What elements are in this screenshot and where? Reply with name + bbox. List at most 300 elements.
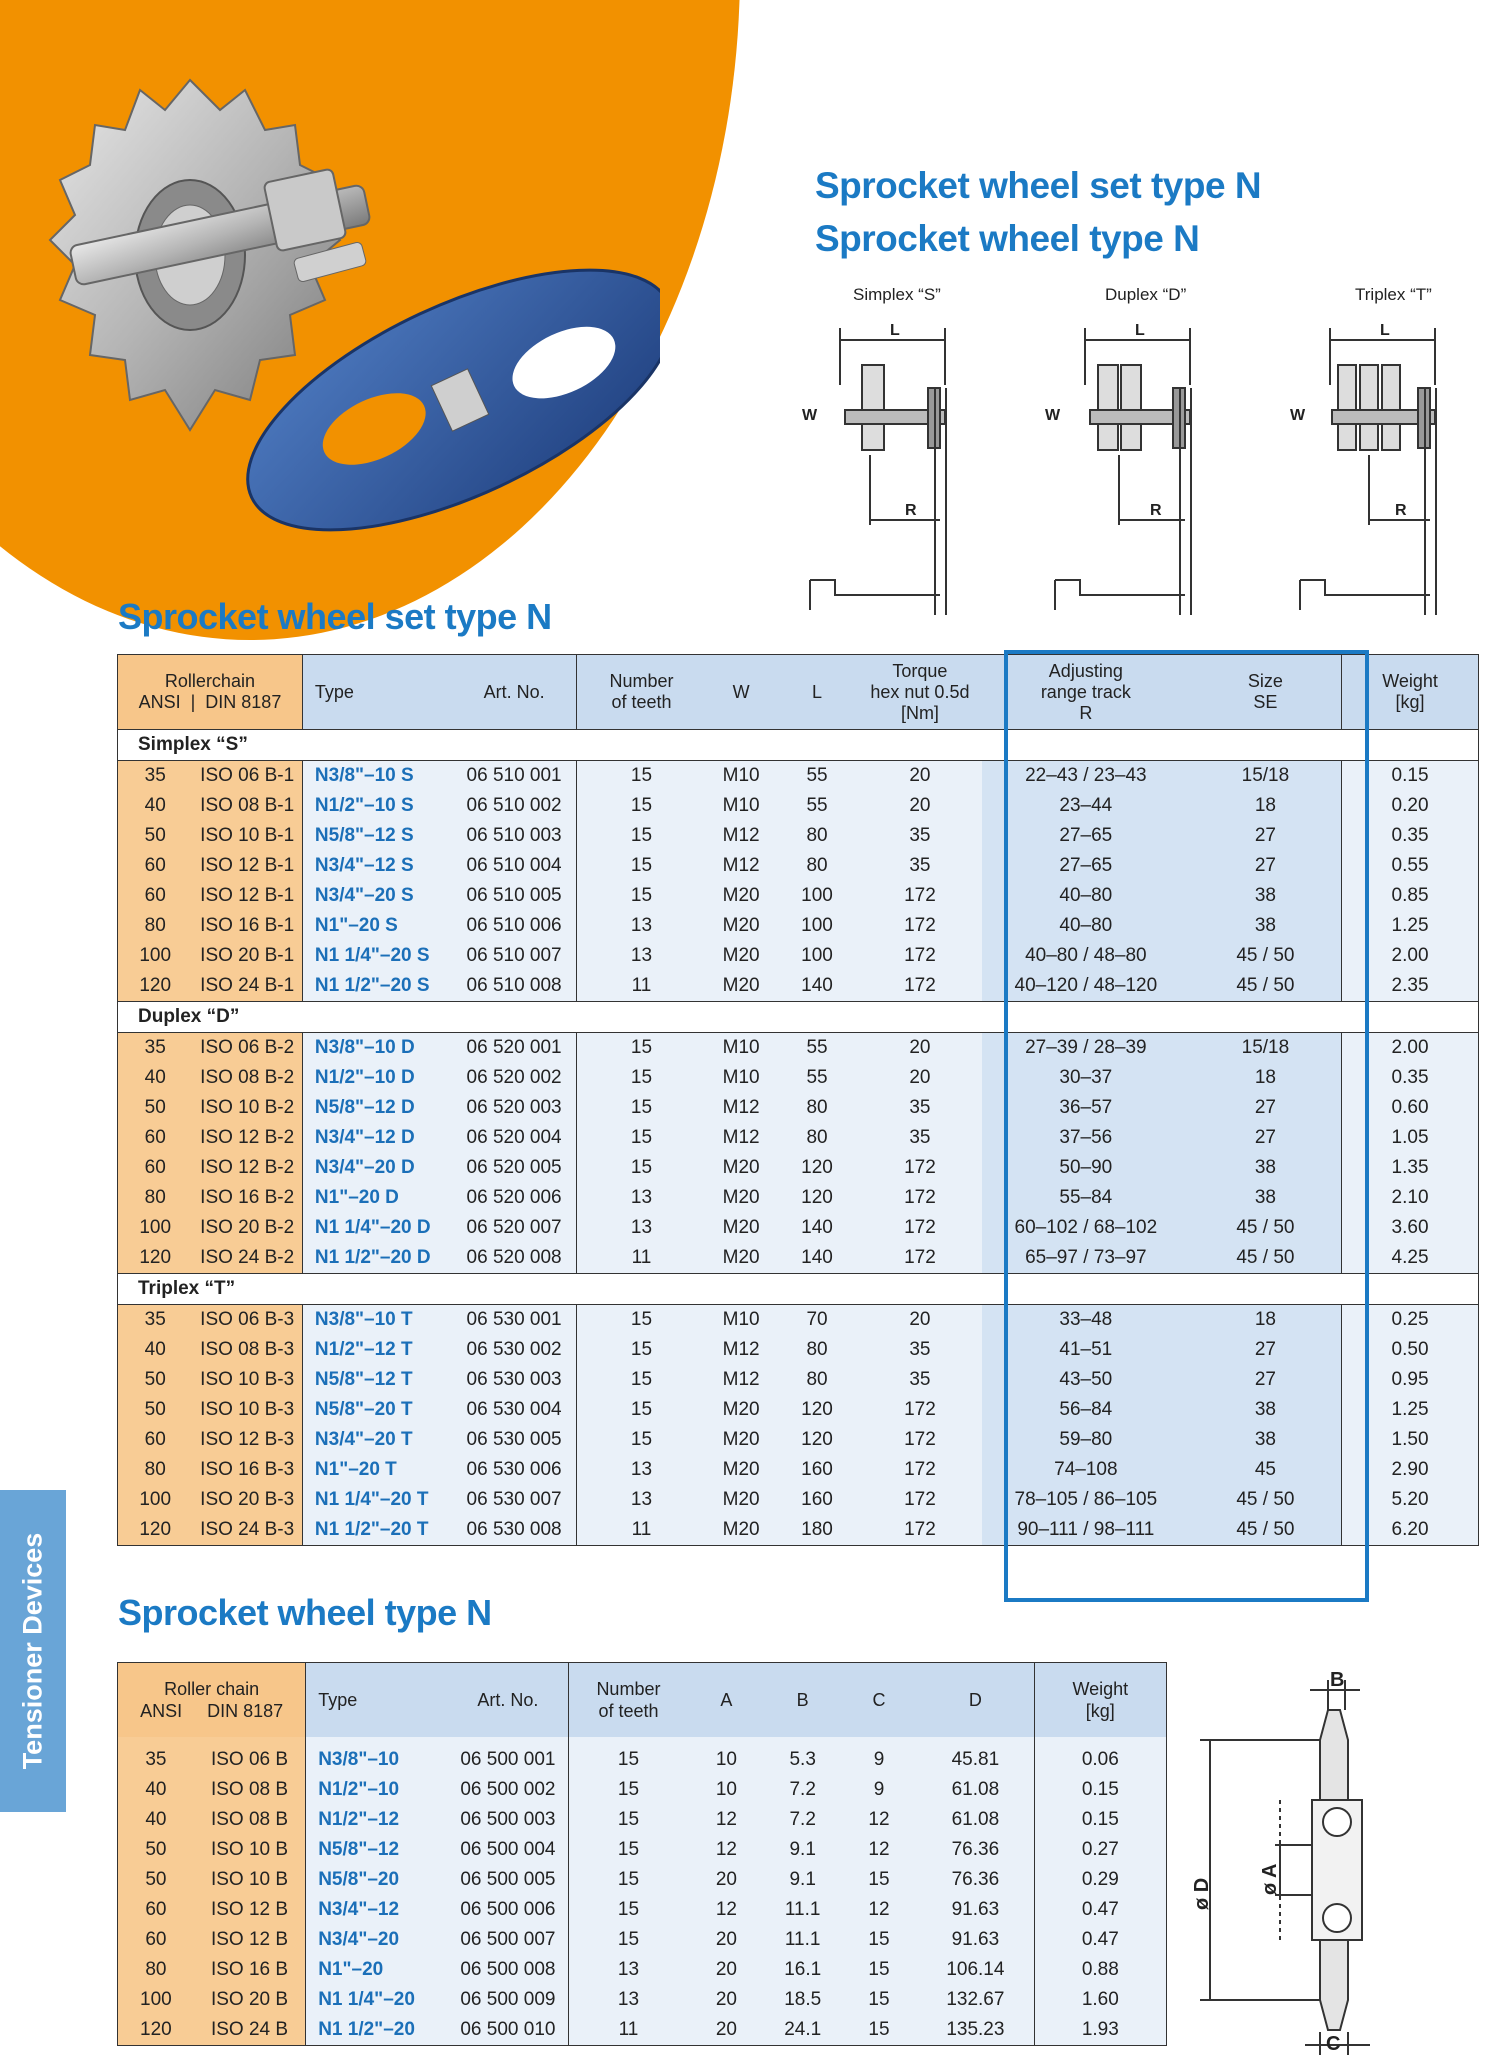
- cell-art-no: 06 510 004: [452, 851, 576, 881]
- cell-teeth: 13: [576, 1183, 706, 1213]
- table-row: [118, 1243, 1479, 1274]
- cell-art-no: 06 500 008: [448, 1955, 568, 1985]
- cell-art-no: 06 500 010: [448, 2015, 568, 2046]
- cell-art-no: 06 520 005: [452, 1153, 576, 1183]
- cell-size: 45: [1190, 1455, 1342, 1485]
- cell-art-no: 06 530 007: [452, 1485, 576, 1515]
- cell-din: ISO 16 B-2: [192, 1183, 302, 1213]
- cell-teeth: 15: [576, 1093, 706, 1123]
- cell-weight: 0.35: [1342, 1063, 1479, 1093]
- table-row: [118, 1925, 1167, 1955]
- cell-type: N1"–20 D: [302, 1183, 452, 1213]
- cell-type: N5/8"–20 T: [302, 1395, 452, 1425]
- cell-din: ISO 08 B: [194, 1775, 306, 1805]
- cell-w: M10: [706, 791, 776, 821]
- cell-type: N3/8"–10 S: [302, 761, 452, 792]
- cell-art-no: 06 520 004: [452, 1123, 576, 1153]
- cell-w: M10: [706, 1305, 776, 1336]
- cell-size: 27: [1190, 1365, 1342, 1395]
- cell-teeth: 15: [568, 1865, 688, 1895]
- cell-d: 61.08: [917, 1775, 1034, 1805]
- cell-b: 7.2: [765, 1805, 841, 1835]
- cell-adjusting-range: 59–80: [982, 1425, 1190, 1455]
- cell-c: 12: [841, 1835, 917, 1865]
- cell-din: ISO 08 B-3: [192, 1335, 302, 1365]
- cell-type: N3/4"–20 T: [302, 1425, 452, 1455]
- cell-ansi: 40: [118, 791, 193, 821]
- cell-weight: 1.93: [1034, 2015, 1166, 2046]
- cell-adjusting-range: 78–105 / 86–105: [982, 1485, 1190, 1515]
- cell-torque: 172: [858, 1425, 982, 1455]
- sprocket-wheel-table-body: [118, 1737, 1167, 2046]
- cell-teeth: 15: [568, 1805, 688, 1835]
- cell-torque: 35: [858, 1365, 982, 1395]
- cell-din: ISO 16 B-3: [192, 1455, 302, 1485]
- cell-torque: 20: [858, 761, 982, 792]
- cell-teeth: 15: [568, 1835, 688, 1865]
- cell-din: ISO 08 B-2: [192, 1063, 302, 1093]
- cell-ansi: 120: [118, 1515, 193, 1546]
- cell-size: 45 / 50: [1190, 1515, 1342, 1546]
- cell-b: 18.5: [765, 1985, 841, 2015]
- header-art-no: Art. No.: [452, 655, 576, 730]
- cell-a: 12: [688, 1895, 764, 1925]
- cell-adjusting-range: 27–65: [982, 851, 1190, 881]
- table-row: [118, 1425, 1479, 1455]
- cell-din: ISO 12 B: [194, 1895, 306, 1925]
- cell-din: ISO 06 B: [194, 1737, 306, 1775]
- table-row: [118, 1835, 1167, 1865]
- cell-teeth: 15: [576, 1153, 706, 1183]
- duplex-label-l: L: [1135, 322, 1145, 339]
- cell-w: M10: [706, 761, 776, 792]
- cell-art-no: 06 520 008: [452, 1243, 576, 1274]
- cell-l: 160: [776, 1485, 858, 1515]
- cell-ansi: 80: [118, 1955, 194, 1985]
- cell-weight: 1.25: [1342, 1395, 1479, 1425]
- cell-w: M20: [706, 911, 776, 941]
- cell-din: ISO 24 B-3: [192, 1515, 302, 1546]
- cell-c: 15: [841, 1955, 917, 1985]
- cell-adjusting-range: 27–65: [982, 821, 1190, 851]
- header-l: L: [776, 655, 858, 730]
- cell-torque: 35: [858, 851, 982, 881]
- cell-type: N1 1/2"–20: [306, 2015, 448, 2046]
- cell-art-no: 06 510 008: [452, 971, 576, 1002]
- cell-w: M20: [706, 881, 776, 911]
- cell-din: ISO 12 B-2: [192, 1123, 302, 1153]
- cell-ansi: 100: [118, 1213, 193, 1243]
- cell-torque: 172: [858, 881, 982, 911]
- cell-size: 38: [1190, 1183, 1342, 1213]
- cell-d: 106.14: [917, 1955, 1034, 1985]
- cell-torque: 172: [858, 1153, 982, 1183]
- cell-b: 11.1: [765, 1925, 841, 1955]
- cell-b: 9.1: [765, 1865, 841, 1895]
- cell-art-no: 06 510 003: [452, 821, 576, 851]
- cell-d: 135.23: [917, 2015, 1034, 2046]
- cell-adjusting-range: 40–80: [982, 881, 1190, 911]
- cell-size: 45 / 50: [1190, 1213, 1342, 1243]
- cell-din: ISO 10 B-1: [192, 821, 302, 851]
- table-row: [118, 821, 1479, 851]
- cell-d: 91.63: [917, 1925, 1034, 1955]
- cell-torque: 172: [858, 971, 982, 1002]
- cell-teeth: 13: [576, 1213, 706, 1243]
- cell-din: ISO 10 B: [194, 1865, 306, 1895]
- cell-teeth: 13: [576, 1485, 706, 1515]
- table-row: [118, 1805, 1167, 1835]
- cell-ansi: 80: [118, 1183, 193, 1213]
- cell-weight: 0.85: [1342, 881, 1479, 911]
- cell-l: 120: [776, 1153, 858, 1183]
- cell-w: M20: [706, 1213, 776, 1243]
- cell-ansi: 120: [118, 1243, 193, 1274]
- cell-teeth: 15: [576, 1063, 706, 1093]
- cell-w: M20: [706, 971, 776, 1002]
- simplex-diagram-label: Simplex “S”: [853, 285, 941, 304]
- cell-l: 70: [776, 1305, 858, 1336]
- cell-weight: 0.25: [1342, 1305, 1479, 1336]
- cell-type: N5/8"–12: [306, 1835, 448, 1865]
- table-row: [118, 1123, 1479, 1153]
- cell-art-no: 06 530 001: [452, 1305, 576, 1336]
- cell-l: 140: [776, 971, 858, 1002]
- table-row: [118, 1213, 1479, 1243]
- header-weight: Weight [kg]: [1342, 655, 1479, 730]
- wheel-header-c: C: [841, 1663, 917, 1738]
- cell-l: 100: [776, 911, 858, 941]
- triplex-label-w: W: [1290, 407, 1306, 424]
- cell-din: ISO 24 B: [194, 2015, 306, 2046]
- cell-teeth: 11: [576, 1515, 706, 1546]
- cell-teeth: 15: [576, 1365, 706, 1395]
- cell-c: 12: [841, 1805, 917, 1835]
- cell-l: 120: [776, 1183, 858, 1213]
- cell-teeth: 15: [568, 1737, 688, 1775]
- cell-adjusting-range: 37–56: [982, 1123, 1190, 1153]
- cell-din: ISO 06 B-1: [192, 761, 302, 792]
- dim-label-c: C: [1326, 2033, 1341, 2055]
- table-row: [118, 971, 1479, 1002]
- cell-weight: 0.47: [1034, 1895, 1166, 1925]
- cell-din: ISO 16 B: [194, 1955, 306, 1985]
- cell-din: ISO 12 B-1: [192, 851, 302, 881]
- cell-type: N3/4"–20 D: [302, 1153, 452, 1183]
- wheel-header-d: D: [917, 1663, 1034, 1738]
- cell-adjusting-range: 22–43 / 23–43: [982, 761, 1190, 792]
- cell-torque: 35: [858, 1335, 982, 1365]
- cell-ansi: 60: [118, 1425, 193, 1455]
- cell-size: 45 / 50: [1190, 1243, 1342, 1274]
- cell-teeth: 15: [568, 1895, 688, 1925]
- cell-weight: 2.35: [1342, 971, 1479, 1002]
- cell-adjusting-range: 65–97 / 73–97: [982, 1243, 1190, 1274]
- simplex-label-l: L: [890, 322, 900, 339]
- cell-b: 11.1: [765, 1895, 841, 1925]
- cell-din: ISO 12 B-3: [192, 1425, 302, 1455]
- cell-din: ISO 20 B-3: [192, 1485, 302, 1515]
- table-row: [118, 1737, 1167, 1775]
- cell-weight: 2.90: [1342, 1455, 1479, 1485]
- cell-teeth: 15: [568, 1775, 688, 1805]
- cell-ansi: 40: [118, 1335, 193, 1365]
- cell-ansi: 100: [118, 1985, 194, 2015]
- cell-art-no: 06 520 002: [452, 1063, 576, 1093]
- section-header-row: [118, 1274, 1479, 1305]
- cell-torque: 172: [858, 1243, 982, 1274]
- cell-type: N3/4"–20 S: [302, 881, 452, 911]
- cell-a: 10: [688, 1737, 764, 1775]
- cell-ansi: 50: [118, 1865, 194, 1895]
- duplex-label-r: R: [1150, 502, 1162, 519]
- cell-w: M10: [706, 1063, 776, 1093]
- cell-b: 5.3: [765, 1737, 841, 1775]
- cell-w: M20: [706, 1183, 776, 1213]
- cell-c: 15: [841, 1925, 917, 1955]
- cell-ansi: 100: [118, 941, 193, 971]
- cell-din: ISO 08 B: [194, 1805, 306, 1835]
- cell-adjusting-range: 30–37: [982, 1063, 1190, 1093]
- cell-type: N1/2"–12 T: [302, 1335, 452, 1365]
- cell-l: 80: [776, 1365, 858, 1395]
- table-row: [118, 1033, 1479, 1064]
- triplex-diagram-label: Triplex “T”: [1355, 285, 1432, 304]
- cell-art-no: 06 510 007: [452, 941, 576, 971]
- page-title-wheel: Sprocket wheel type N: [815, 218, 1200, 259]
- wheel-header-art-no: Art. No.: [448, 1663, 568, 1738]
- header-torque: Torque hex nut 0.5d [Nm]: [858, 655, 982, 730]
- cell-size: 27: [1190, 821, 1342, 851]
- simplex-label-w: W: [802, 407, 818, 424]
- cell-a: 20: [688, 1925, 764, 1955]
- cell-teeth: 11: [576, 971, 706, 1002]
- cell-adjusting-range: 40–80 / 48–80: [982, 941, 1190, 971]
- cell-l: 100: [776, 941, 858, 971]
- cell-teeth: 15: [576, 791, 706, 821]
- cell-size: 38: [1190, 1425, 1342, 1455]
- table-row: [118, 1365, 1479, 1395]
- cell-ansi: 40: [118, 1063, 193, 1093]
- cell-b: 9.1: [765, 1835, 841, 1865]
- cell-ansi: 50: [118, 1365, 193, 1395]
- cell-adjusting-range: 27–39 / 28–39: [982, 1033, 1190, 1064]
- cell-weight: 0.60: [1342, 1093, 1479, 1123]
- cell-teeth: 15: [568, 1925, 688, 1955]
- cell-art-no: 06 500 007: [448, 1925, 568, 1955]
- cell-art-no: 06 500 006: [448, 1895, 568, 1925]
- cell-art-no: 06 510 001: [452, 761, 576, 792]
- cell-adjusting-range: 43–50: [982, 1365, 1190, 1395]
- cell-a: 10: [688, 1775, 764, 1805]
- wheel-header-weight: Weight [kg]: [1034, 1663, 1166, 1738]
- cell-type: N1"–20 T: [302, 1455, 452, 1485]
- cell-c: 12: [841, 1895, 917, 1925]
- cell-w: M10: [706, 1033, 776, 1064]
- cell-size: 18: [1190, 1305, 1342, 1336]
- cell-w: M12: [706, 851, 776, 881]
- cell-w: M12: [706, 1123, 776, 1153]
- header-adjusting-range: Adjusting range track R: [982, 655, 1190, 730]
- cell-weight: 6.20: [1342, 1515, 1479, 1546]
- cell-b: 24.1: [765, 2015, 841, 2046]
- sprocket-wheel-set-table-body: [118, 730, 1479, 1546]
- cell-din: ISO 24 B-2: [192, 1243, 302, 1274]
- cell-art-no: 06 500 009: [448, 1985, 568, 2015]
- cell-din: ISO 16 B-1: [192, 911, 302, 941]
- cell-type: N1 1/4"–20 D: [302, 1213, 452, 1243]
- cell-ansi: 35: [118, 1305, 193, 1336]
- cell-teeth: 13: [576, 911, 706, 941]
- duplex-label-w: W: [1045, 407, 1061, 424]
- cell-w: M12: [706, 1335, 776, 1365]
- cell-w: M12: [706, 1365, 776, 1395]
- cell-size: 38: [1190, 1153, 1342, 1183]
- cell-weight: 2.10: [1342, 1183, 1479, 1213]
- cell-art-no: 06 530 006: [452, 1455, 576, 1485]
- table-row: [118, 1395, 1479, 1425]
- cell-d: 45.81: [917, 1737, 1034, 1775]
- cell-type: N1"–20 S: [302, 911, 452, 941]
- section-header-row: [118, 730, 1479, 761]
- cell-size: 18: [1190, 791, 1342, 821]
- cell-weight: 0.88: [1034, 1955, 1166, 1985]
- cell-weight: 1.35: [1342, 1153, 1479, 1183]
- cell-torque: 172: [858, 1455, 982, 1485]
- cell-w: M12: [706, 1093, 776, 1123]
- table-row: [118, 761, 1479, 792]
- page-title-set: Sprocket wheel set type N: [815, 165, 1262, 206]
- cell-teeth: 15: [576, 1425, 706, 1455]
- cell-torque: 35: [858, 821, 982, 851]
- cell-type: N1 1/4"–20: [306, 1985, 448, 2015]
- section-header: Duplex “D”: [118, 1002, 1479, 1033]
- cell-d: 76.36: [917, 1865, 1034, 1895]
- cell-art-no: 06 520 001: [452, 1033, 576, 1064]
- cell-weight: 0.27: [1034, 1835, 1166, 1865]
- cell-adjusting-range: 40–80: [982, 911, 1190, 941]
- header-size: Size SE: [1190, 655, 1342, 730]
- cell-w: M20: [706, 1243, 776, 1274]
- table-row: [118, 1305, 1479, 1336]
- cell-teeth: 11: [568, 2015, 688, 2046]
- cell-weight: 0.55: [1342, 851, 1479, 881]
- wheel-header-type: Type: [306, 1663, 448, 1738]
- cell-l: 55: [776, 761, 858, 792]
- cell-art-no: 06 500 005: [448, 1865, 568, 1895]
- cell-teeth: 15: [576, 1335, 706, 1365]
- cell-d: 91.63: [917, 1895, 1034, 1925]
- table-row: [118, 2015, 1167, 2046]
- cell-l: 80: [776, 1123, 858, 1153]
- cell-ansi: 50: [118, 1395, 193, 1425]
- cell-w: M20: [706, 1455, 776, 1485]
- cell-size: 27: [1190, 1123, 1342, 1153]
- cell-ansi: 80: [118, 911, 193, 941]
- table-row: [118, 1985, 1167, 2015]
- table-row: [118, 881, 1479, 911]
- cell-ansi: 40: [118, 1805, 194, 1835]
- cell-din: ISO 10 B-2: [192, 1093, 302, 1123]
- cell-l: 55: [776, 1063, 858, 1093]
- cell-size: 18: [1190, 1063, 1342, 1093]
- cell-size: 15/18: [1190, 1033, 1342, 1064]
- cell-weight: 1.05: [1342, 1123, 1479, 1153]
- cell-d: 76.36: [917, 1835, 1034, 1865]
- side-tab-label: Tensioner Devices: [17, 1532, 48, 1770]
- cell-din: ISO 12 B: [194, 1925, 306, 1955]
- cell-size: 45 / 50: [1190, 1485, 1342, 1515]
- cell-din: ISO 20 B-1: [192, 941, 302, 971]
- table-row: [118, 1455, 1479, 1485]
- cell-a: 20: [688, 1865, 764, 1895]
- cell-l: 120: [776, 1395, 858, 1425]
- cell-l: 80: [776, 1093, 858, 1123]
- cell-d: 61.08: [917, 1805, 1034, 1835]
- assembly-diagrams: [790, 280, 1480, 625]
- cell-teeth: 15: [576, 851, 706, 881]
- cell-din: ISO 12 B-2: [192, 1153, 302, 1183]
- cell-ansi: 40: [118, 1775, 194, 1805]
- cell-weight: 3.60: [1342, 1213, 1479, 1243]
- cell-ansi: 60: [118, 881, 193, 911]
- cell-teeth: 13: [576, 1455, 706, 1485]
- table-row: [118, 1093, 1479, 1123]
- cell-ansi: 35: [118, 1737, 194, 1775]
- cell-size: 38: [1190, 881, 1342, 911]
- cell-adjusting-range: 23–44: [982, 791, 1190, 821]
- cell-type: N1/2"–10 S: [302, 791, 452, 821]
- cell-w: M20: [706, 1485, 776, 1515]
- cell-art-no: 06 530 003: [452, 1365, 576, 1395]
- cell-ansi: 80: [118, 1455, 193, 1485]
- cell-torque: 35: [858, 1123, 982, 1153]
- cell-teeth: 11: [576, 1243, 706, 1274]
- sprocket-wheel-dimension-diagram: [1180, 1670, 1480, 2055]
- cell-type: N1/2"–10: [306, 1775, 448, 1805]
- cell-torque: 20: [858, 1033, 982, 1064]
- triplex-label-l: L: [1380, 322, 1390, 339]
- cell-adjusting-range: 55–84: [982, 1183, 1190, 1213]
- cell-adjusting-range: 40–120 / 48–120: [982, 971, 1190, 1002]
- cell-a: 20: [688, 1955, 764, 1985]
- cell-torque: 35: [858, 1093, 982, 1123]
- cell-w: M12: [706, 821, 776, 851]
- header-w: W: [706, 655, 776, 730]
- table-row: [118, 1063, 1479, 1093]
- cell-din: ISO 10 B: [194, 1835, 306, 1865]
- table-row: [118, 941, 1479, 971]
- cell-a: 12: [688, 1835, 764, 1865]
- cell-c: 9: [841, 1737, 917, 1775]
- cell-art-no: 06 520 007: [452, 1213, 576, 1243]
- wheel-header-b: B: [765, 1663, 841, 1738]
- cell-size: 38: [1190, 1395, 1342, 1425]
- cell-type: N3/4"–20: [306, 1925, 448, 1955]
- wheel-header-a: A: [688, 1663, 764, 1738]
- cell-torque: 20: [858, 791, 982, 821]
- cell-weight: 0.47: [1034, 1925, 1166, 1955]
- cell-teeth: 15: [576, 1123, 706, 1153]
- cell-ansi: 35: [118, 1033, 193, 1064]
- cell-art-no: 06 530 002: [452, 1335, 576, 1365]
- sprocket-wheel-table: [117, 1662, 1167, 2046]
- section-header: Simplex “S”: [118, 730, 1479, 761]
- cell-type: N3/4"–12 D: [302, 1123, 452, 1153]
- cell-teeth: 15: [576, 1033, 706, 1064]
- cell-weight: 0.15: [1342, 761, 1479, 792]
- cell-ansi: 100: [118, 1485, 193, 1515]
